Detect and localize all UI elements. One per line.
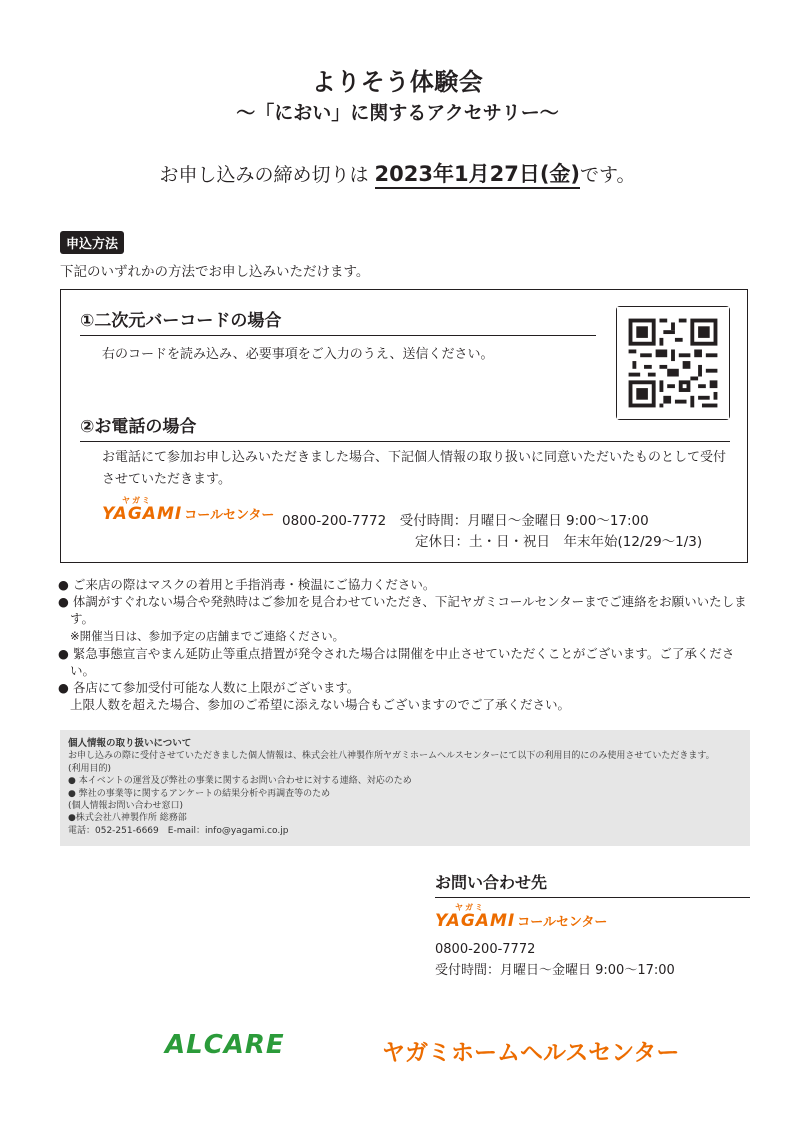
page-title: よりそう体験会 [311,68,484,96]
privacy-line: お申し込みの際に受付させていただきました個人情報は、株式会社八神製作所ヤガミホームヘルスセンターにて以下の利用目的にのみ使用させていただきます。 [68,751,715,762]
contact-phone: 0800-200-7772 [435,942,536,957]
privacy-line: ●株式会社八神製作所 総務部 [68,813,187,824]
logo-callcenter: コールセンター [184,508,275,523]
privacy-heading: 個人情報の取り扱いについて [68,738,192,749]
contact-heading: お問い合わせ先 [435,870,750,898]
notes-list [58,576,748,714]
method-qr-text: 右のコードを読み込み、必要事項をご入力のうえ、送信ください。 [102,347,494,362]
logo-callcenter: コールセンター [517,915,608,930]
call-phone-hours: 0800-200-7772 受付時間：月曜日〜金曜日 9:00〜17:00 [282,513,649,529]
alcare-logo: ALCARE [165,1030,285,1060]
logo-kana: ヤガミ [455,903,485,912]
privacy-line: ● 弊社の事業等に関するアンケートの結果分析や再調査等のため [68,788,331,799]
method-phone-text: お電話にて参加お申し込みいただきました場合、下記個人情報の取り扱いに同意いただいたものとして受付させていただきます。 [102,450,727,487]
contact-hours: 受付時間：月曜日〜金曜日 9:00〜17:00 [435,963,675,978]
logo-kana: ヤガミ [122,496,152,505]
deadline-prefix: お申し込みの締め切りは [159,164,369,186]
method-qr-heading: ①二次元バーコードの場合 [80,306,596,336]
privacy-line: (利用目的) [68,763,112,774]
logo-name: YAGAMI [102,504,183,524]
note-item: ● 体調がすぐれない場合や発熱時はご参加を見合わせていただき、下記ヤガミコールセンターまでご連絡をお願いいたします。 [58,594,747,627]
qr-code[interactable] [616,306,730,420]
privacy-line: (個人情報お問い合わせ窓口) [68,801,184,812]
yagami-callcenter-logo-contact [435,902,607,931]
note-item: ● 緊急事態宣言やまん延防止等重点措置が発令された場合は開催を中止させていただくことがございます。ご了承ください。 [58,645,735,679]
note-item: ● 各店にて参加受付可能な人数に上限がございます。 [58,680,360,696]
note-subnote: ※開催当日は、参加予定の店舗までご連絡ください。 [70,628,345,643]
privacy-line: 電話：052-251-6669 E-mail：info@yagami.co.jp [68,825,289,836]
note-continuation: 上限人数を超えた場合、参加のご希望に添えない場合もございますのでご了承ください。 [70,697,571,713]
note-item: ● ご来店の際はマスクの着用と手指消毒・検温にご協力ください。 [58,577,436,592]
deadline-notice [0,158,795,188]
qr-code-graphic [617,307,729,419]
yagami-home-health-center-logo: ヤガミホームヘルスセンター [382,1040,680,1066]
privacy-line: ● 本イベントの運営及び弊社の事業に関するお問い合わせに対する連絡、対応のため [68,776,412,787]
apply-method-badge: 申込方法 [60,231,124,254]
yagami-callcenter-logo [102,495,274,524]
deadline-suffix: です。 [580,164,636,186]
privacy-policy-box [60,730,750,846]
logo-name: YAGAMI [435,911,516,931]
deadline-date: 2023年1月27日(金) [375,162,580,189]
page-subtitle: 〜「におい」に関するアクセサリー〜 [236,102,559,124]
apply-intro: 下記のいずれかの方法でお申し込みいただけます。 [60,264,370,280]
call-closed-days: 定休日：土・日・祝日 年末年始(12/29〜1/3) [415,534,703,550]
method-phone-heading: ②お電話の場合 [80,412,730,442]
